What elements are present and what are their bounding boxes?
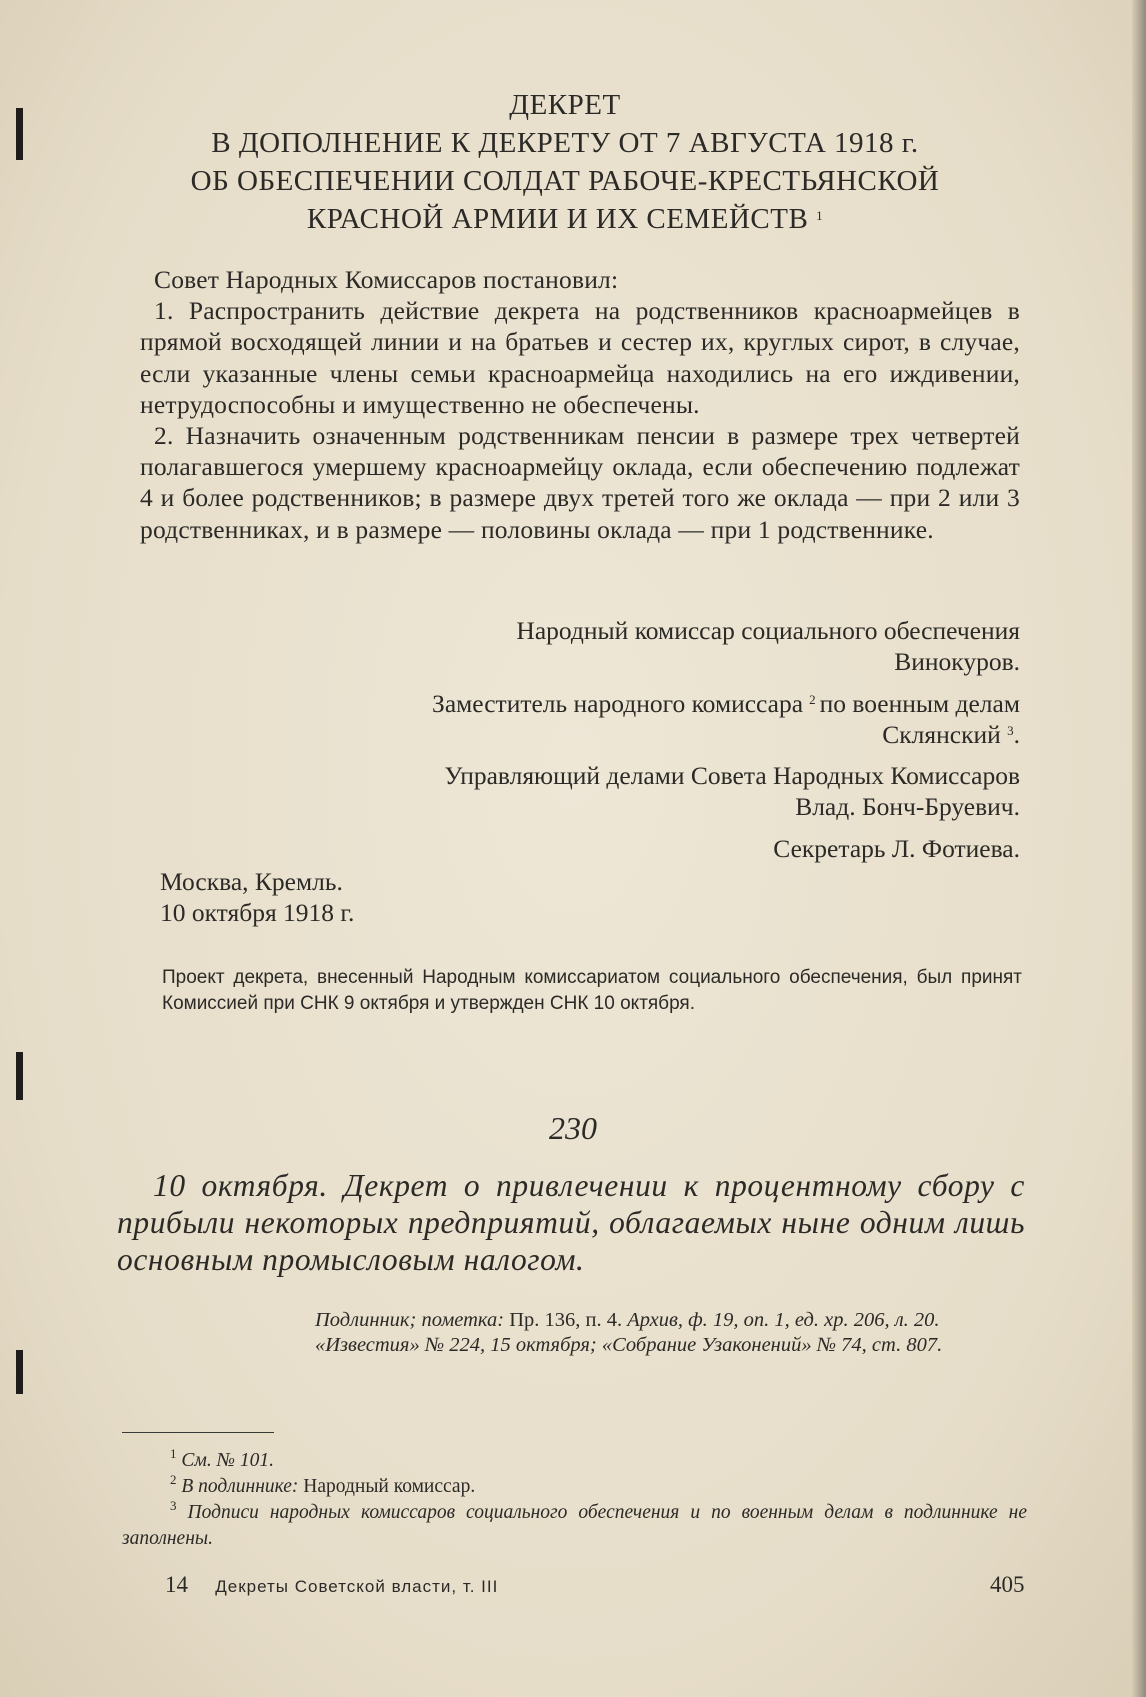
decree-intro: Совет Народных Комиссаров постановил: [154,265,619,294]
signature-block-sklyansky [432,688,1020,750]
document-number: 230 [549,1110,597,1146]
signature-name [432,719,1020,750]
signature-name: Влад. Бонч-Бруевич. [795,792,1020,821]
title-line: ОБ ОБЕСПЕЧЕНИИ СОЛДАТ РАБОЧЕ-КРЕСТЬЯНСКОЙ [190,165,940,197]
source-line-1 [265,1308,1023,1333]
footnote-label: В подлиннике: [181,1476,299,1497]
decree-item-1: 1. Распространить действие декрета на родственников красноармейцев в прямой восходящей линии и на братьев и сестер их, круглых сирот, в случае, если указанные члены семьи красноармейца находились на его иждивении, нетрудоспособны и имущественно не обеспечены. [140,296,1020,419]
book-title: Декреты Советской власти, т. III [215,1577,499,1596]
binding-mark [16,1350,23,1394]
source-label: Подлинник; пометка: [315,1309,505,1331]
footnote-1 [122,1448,1027,1474]
source-line-2: «Известия» № 224, 15 октября; «Собрание Узаконений» № 74, ст. 807. [315,1334,943,1356]
source-archive: Архив, ф. 19, оп. 1, ед. хр. 206, л. 20. [627,1309,940,1331]
footnote-text: Подписи народных комиссаров социального обеспечения и по военным делам в подлиннике не заполнены. [122,1502,1027,1549]
title-line: В ДОПОЛНЕНИЕ К ДЕКРЕТУ ОТ 7 АВГУСТА 1918 г. [211,127,919,159]
signature-block-vinokurov [516,615,1020,677]
source-reference [265,1308,1023,1358]
decree-body [140,264,1020,545]
title-line: ДЕКРЕТ [509,89,621,121]
signature-role: Секретарь Л. Фотиева. [773,834,1020,863]
binding-mark [16,108,23,160]
footnote-divider [122,1432,274,1433]
title-line-text: КРАСНОЙ АРМИИ И ИХ СЕМЕЙСТВ [306,203,809,235]
place: Москва, Кремль. [160,867,343,896]
editorial-note: Проект декрета, внесенный Народным комиссариатом социального обеспечения, был принят Комиссией при СНК 9 октября и утвержден СНК 10 октября. [162,967,1022,1014]
signature-mark: 14 [165,1572,188,1597]
date: 10 октября 1918 г. [160,898,355,927]
footnote-text: См. № 101. [181,1450,274,1471]
document-heading: 10 октября. Декрет о привлечении к процентному сбору с прибыли некоторых предприятий, облагаемых ныне одним лишь основным промысловым налогом. [117,1168,1025,1277]
signature-role-text: по военным делам [819,689,1020,718]
source-text: Пр. 136, п. 4. [509,1309,623,1331]
footnote-text: Народный комиссар. [303,1476,476,1497]
signature-role-text: Заместитель народного комиссара [432,689,804,718]
footnote-ref: 2 [809,692,816,707]
signature-role [432,688,1020,719]
signature-block-fotieva [773,833,1020,864]
footnote-mark: 2 [170,1472,177,1487]
footnote-mark: 1 [170,1446,177,1461]
footnote-ref: 3 [1007,723,1014,738]
signature-role: Управляющий делами Совета Народных Комиссаров [444,761,1020,790]
footnote-2 [122,1474,1027,1500]
decree-title [120,86,1010,238]
signature-role: Народный комиссар социального обеспечения [516,616,1020,645]
signature-block-bonch-bruevich [444,760,1020,822]
footnote-mark: 3 [170,1498,177,1513]
title-line [120,200,1010,238]
signature-name: Винокуров. [894,647,1020,676]
footnote-ref: 1 [816,208,824,223]
decree-item-2: 2. Назначить означенным родственникам пенсии в размере трех четвертей полагавшегося умершему красноармейцу оклада, если обеспечению подлежат 4 и более родственников; в размере двух третей того же оклада — при 2 или 3 родственниках, и в размере — половины оклада — при 1 родственнике. [140,421,1020,544]
binding-mark [16,1052,23,1100]
place-of-signing [160,866,354,928]
page-edge-shadow [1132,0,1146,1697]
footnote-3 [122,1500,1027,1552]
footnotes [122,1448,1027,1552]
signature-name-end: . [1013,720,1020,749]
signature-name-text: Склянский [882,720,1001,749]
page-footer [165,1572,498,1598]
page-number: 405 [990,1572,1025,1597]
